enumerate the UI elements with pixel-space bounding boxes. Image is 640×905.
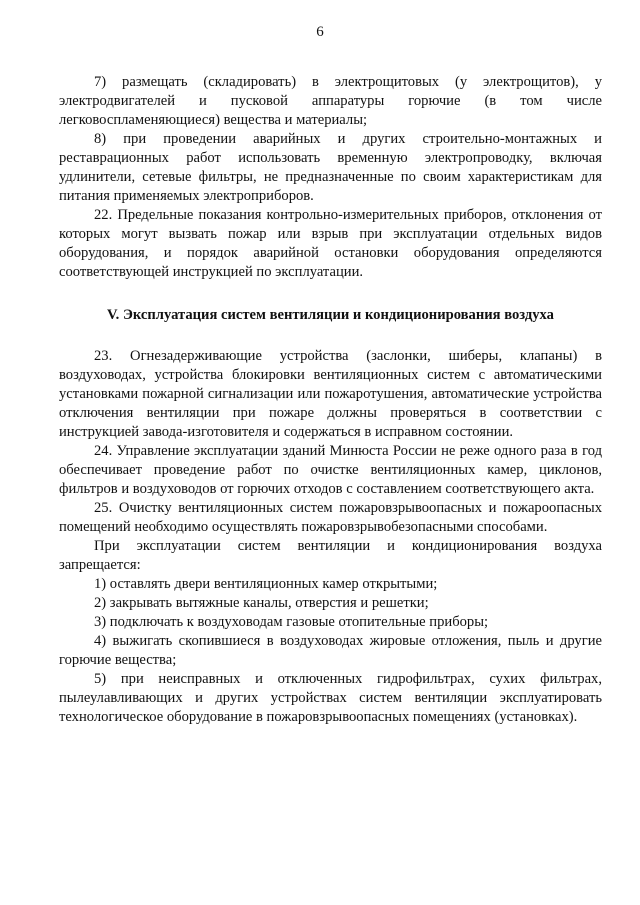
paragraph-item-22: 22. Предельные показания контрольно-измерительных приборов, отклонения от которых могут вызвать пожар или взрыв при эксплуатации отдельных видов оборудования, и порядок аварийной остановки оборудования определяются соответствующей инструкцией по эксплуатации.	[59, 207, 602, 280]
paragraph-item-24: 24. Управление эксплуатации зданий Минюста России не реже одного раза в год обеспечивает проведение работ по очистке вентиляционных камер, циклонов, фильтров и воздуховодов от горючих отходов с составлением соответствующего акта.	[59, 443, 602, 497]
section-heading: V. Эксплуатация систем вентиляции и кондиционирования воздуха	[107, 307, 554, 323]
paragraph-item-23: 23. Огнезадерживающие устройства (заслонки, шиберы, клапаны) в воздуховодах, устройства блокировки вентиляционных систем с автоматическими установками пожарной сигнализации или пожаротушения, автоматические устройства отключения вентиляции при пожаре должны проверяться в соответствии с инструкцией завода-изготовителя и содержаться в исправном состоянии.	[59, 348, 602, 440]
paragraph-item-7: 7) размещать (складировать) в электрощитовых (у электрощитов), у электродвигателей и пусковой аппаратуры горючие (в том числе легковоспламеняющиеся) вещества и материалы;	[59, 74, 602, 128]
list-item-3: 3) подключать к воздуховодам газовые отопительные приборы;	[94, 614, 489, 630]
spacer	[59, 325, 602, 347]
list-item-2: 2) закрывать вытяжные каналы, отверстия и решетки;	[94, 595, 429, 611]
paragraph-item-25: 25. Очистку вентиляционных систем пожаровзрывоопасных и пожароопасных помещений необходимо осуществлять пожаровзрывобезопасными способами.	[59, 500, 602, 535]
paragraph-prohibited-intro: При эксплуатации систем вентиляции и кондиционирования воздуха запрещается:	[59, 538, 602, 573]
list-item-1: 1) оставлять двери вентиляционных камер открытыми;	[94, 576, 438, 592]
spacer	[59, 282, 602, 306]
document-body	[59, 73, 602, 727]
list-item-5: 5) при неисправных и отключенных гидрофильтрах, сухих фильтрах, пылеулавливающих и других устройствах систем вентиляции эксплуатировать технологическое оборудование в пожаровзрывоопасных помещениях (установках).	[59, 671, 602, 725]
list-item-4: 4) выжигать скопившиеся в воздуховодах жировые отложения, пыль и другие горючие вещества;	[59, 633, 602, 668]
page-number: 6	[316, 24, 324, 40]
paragraph-item-8: 8) при проведении аварийных и других строительно-монтажных и реставрационных работ использовать временную электропроводку, включая удлинители, сетевые фильтры, не предназначенные по своим характеристикам для питания применяемых электроприборов.	[59, 131, 602, 204]
